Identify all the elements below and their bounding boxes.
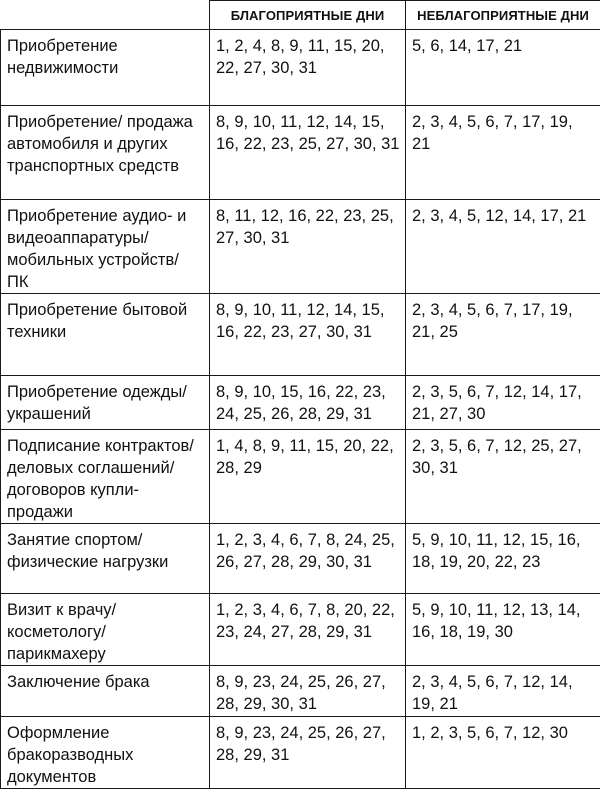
unfavorable-days-cell: 5, 6, 14, 17, 21: [406, 30, 600, 106]
unfavorable-days-cell: 2, 3, 4, 5, 6, 7, 17, 19, 21, 25: [406, 294, 600, 376]
table-row: [1, 666, 600, 717]
activity-cell: Занятие спортом/ физические нагрузки: [1, 524, 210, 594]
table-row: [1, 717, 600, 789]
activity-cell: Приобретение/ продажа автомобиля и других транспортных средств: [1, 106, 210, 200]
unfavorable-days-cell: 2, 3, 4, 5, 12, 14, 17, 21: [406, 200, 600, 294]
table-row: [1, 430, 600, 524]
unfavorable-days-cell: 2, 3, 5, 6, 7, 12, 14, 17, 21, 27, 30: [406, 376, 600, 430]
activity-cell: Приобретение недвижимости: [1, 30, 210, 106]
favorable-days-cell: 1, 4, 8, 9, 11, 15, 20, 22, 28, 29: [210, 430, 406, 524]
favorable-days-cell: 1, 2, 3, 4, 6, 7, 8, 20, 22, 23, 24, 27, 28, 29, 31: [210, 594, 406, 666]
activity-cell: Приобретение одежды/украшений: [1, 376, 210, 430]
activity-cell: Приобретение бытовой техники: [1, 294, 210, 376]
table-row: [1, 30, 600, 106]
favorable-days-cell: 8, 9, 23, 24, 25, 26, 27, 28, 29, 30, 31: [210, 666, 406, 717]
table-row: [1, 524, 600, 594]
unfavorable-days-cell: 2, 3, 4, 5, 6, 7, 17, 19, 21: [406, 106, 600, 200]
favorable-days-cell: 8, 9, 10, 15, 16, 22, 23, 24, 25, 26, 28, 29, 31: [210, 376, 406, 430]
unfavorable-days-cell: 2, 3, 5, 6, 7, 12, 25, 27, 30, 31: [406, 430, 600, 524]
unfavorable-days-cell: 2, 3, 4, 5, 6, 7, 12, 14, 19, 21: [406, 666, 600, 717]
table-row: [1, 200, 600, 294]
activity-cell: Оформление бракоразводных документов: [1, 717, 210, 789]
activity-cell: Визит к врачу/ косметологу/ парикмахеру: [1, 594, 210, 666]
favorable-days-cell: 8, 9, 10, 11, 12, 14, 15, 16, 22, 23, 25, 27, 30, 31: [210, 106, 406, 200]
activity-cell: Приобретение аудио- и видеоаппаратуры/ мобильных устройств/ ПК: [1, 200, 210, 294]
activity-cell: Подписание контрактов/деловых соглашений/договоров купли-продажи: [1, 430, 210, 524]
table-row: [1, 294, 600, 376]
favorable-days-cell: 8, 9, 10, 11, 12, 14, 15, 16, 22, 23, 27, 30, 31: [210, 294, 406, 376]
favorable-days-cell: 1, 2, 4, 8, 9, 11, 15, 20, 22, 27, 30, 31: [210, 30, 406, 106]
favorable-days-cell: 8, 11, 12, 16, 22, 23, 25, 27, 30, 31: [210, 200, 406, 294]
header-favorable-days: БЛАГОПРИЯТНЫЕ ДНИ: [210, 1, 406, 30]
unfavorable-days-cell: 1, 2, 3, 5, 6, 7, 12, 30: [406, 717, 600, 789]
table-row: [1, 376, 600, 430]
favorable-days-cell: 8, 9, 23, 24, 25, 26, 27, 28, 29, 31: [210, 717, 406, 789]
favorable-days-cell: 1, 2, 3, 4, 6, 7, 8, 24, 25, 26, 27, 28, 29, 30, 31: [210, 524, 406, 594]
table-row: [1, 594, 600, 666]
header-unfavorable-days: НЕБЛАГОПРИЯТНЫЕ ДНИ: [406, 1, 600, 30]
activity-cell: Заключение брака: [1, 666, 210, 717]
header-row: [1, 1, 600, 30]
table-row: [1, 106, 600, 200]
unfavorable-days-cell: 5, 9, 10, 11, 12, 15, 16, 18, 19, 20, 22, 23: [406, 524, 600, 594]
header-activity: [1, 1, 210, 30]
unfavorable-days-cell: 5, 9, 10, 11, 12, 13, 14, 16, 18, 19, 30: [406, 594, 600, 666]
